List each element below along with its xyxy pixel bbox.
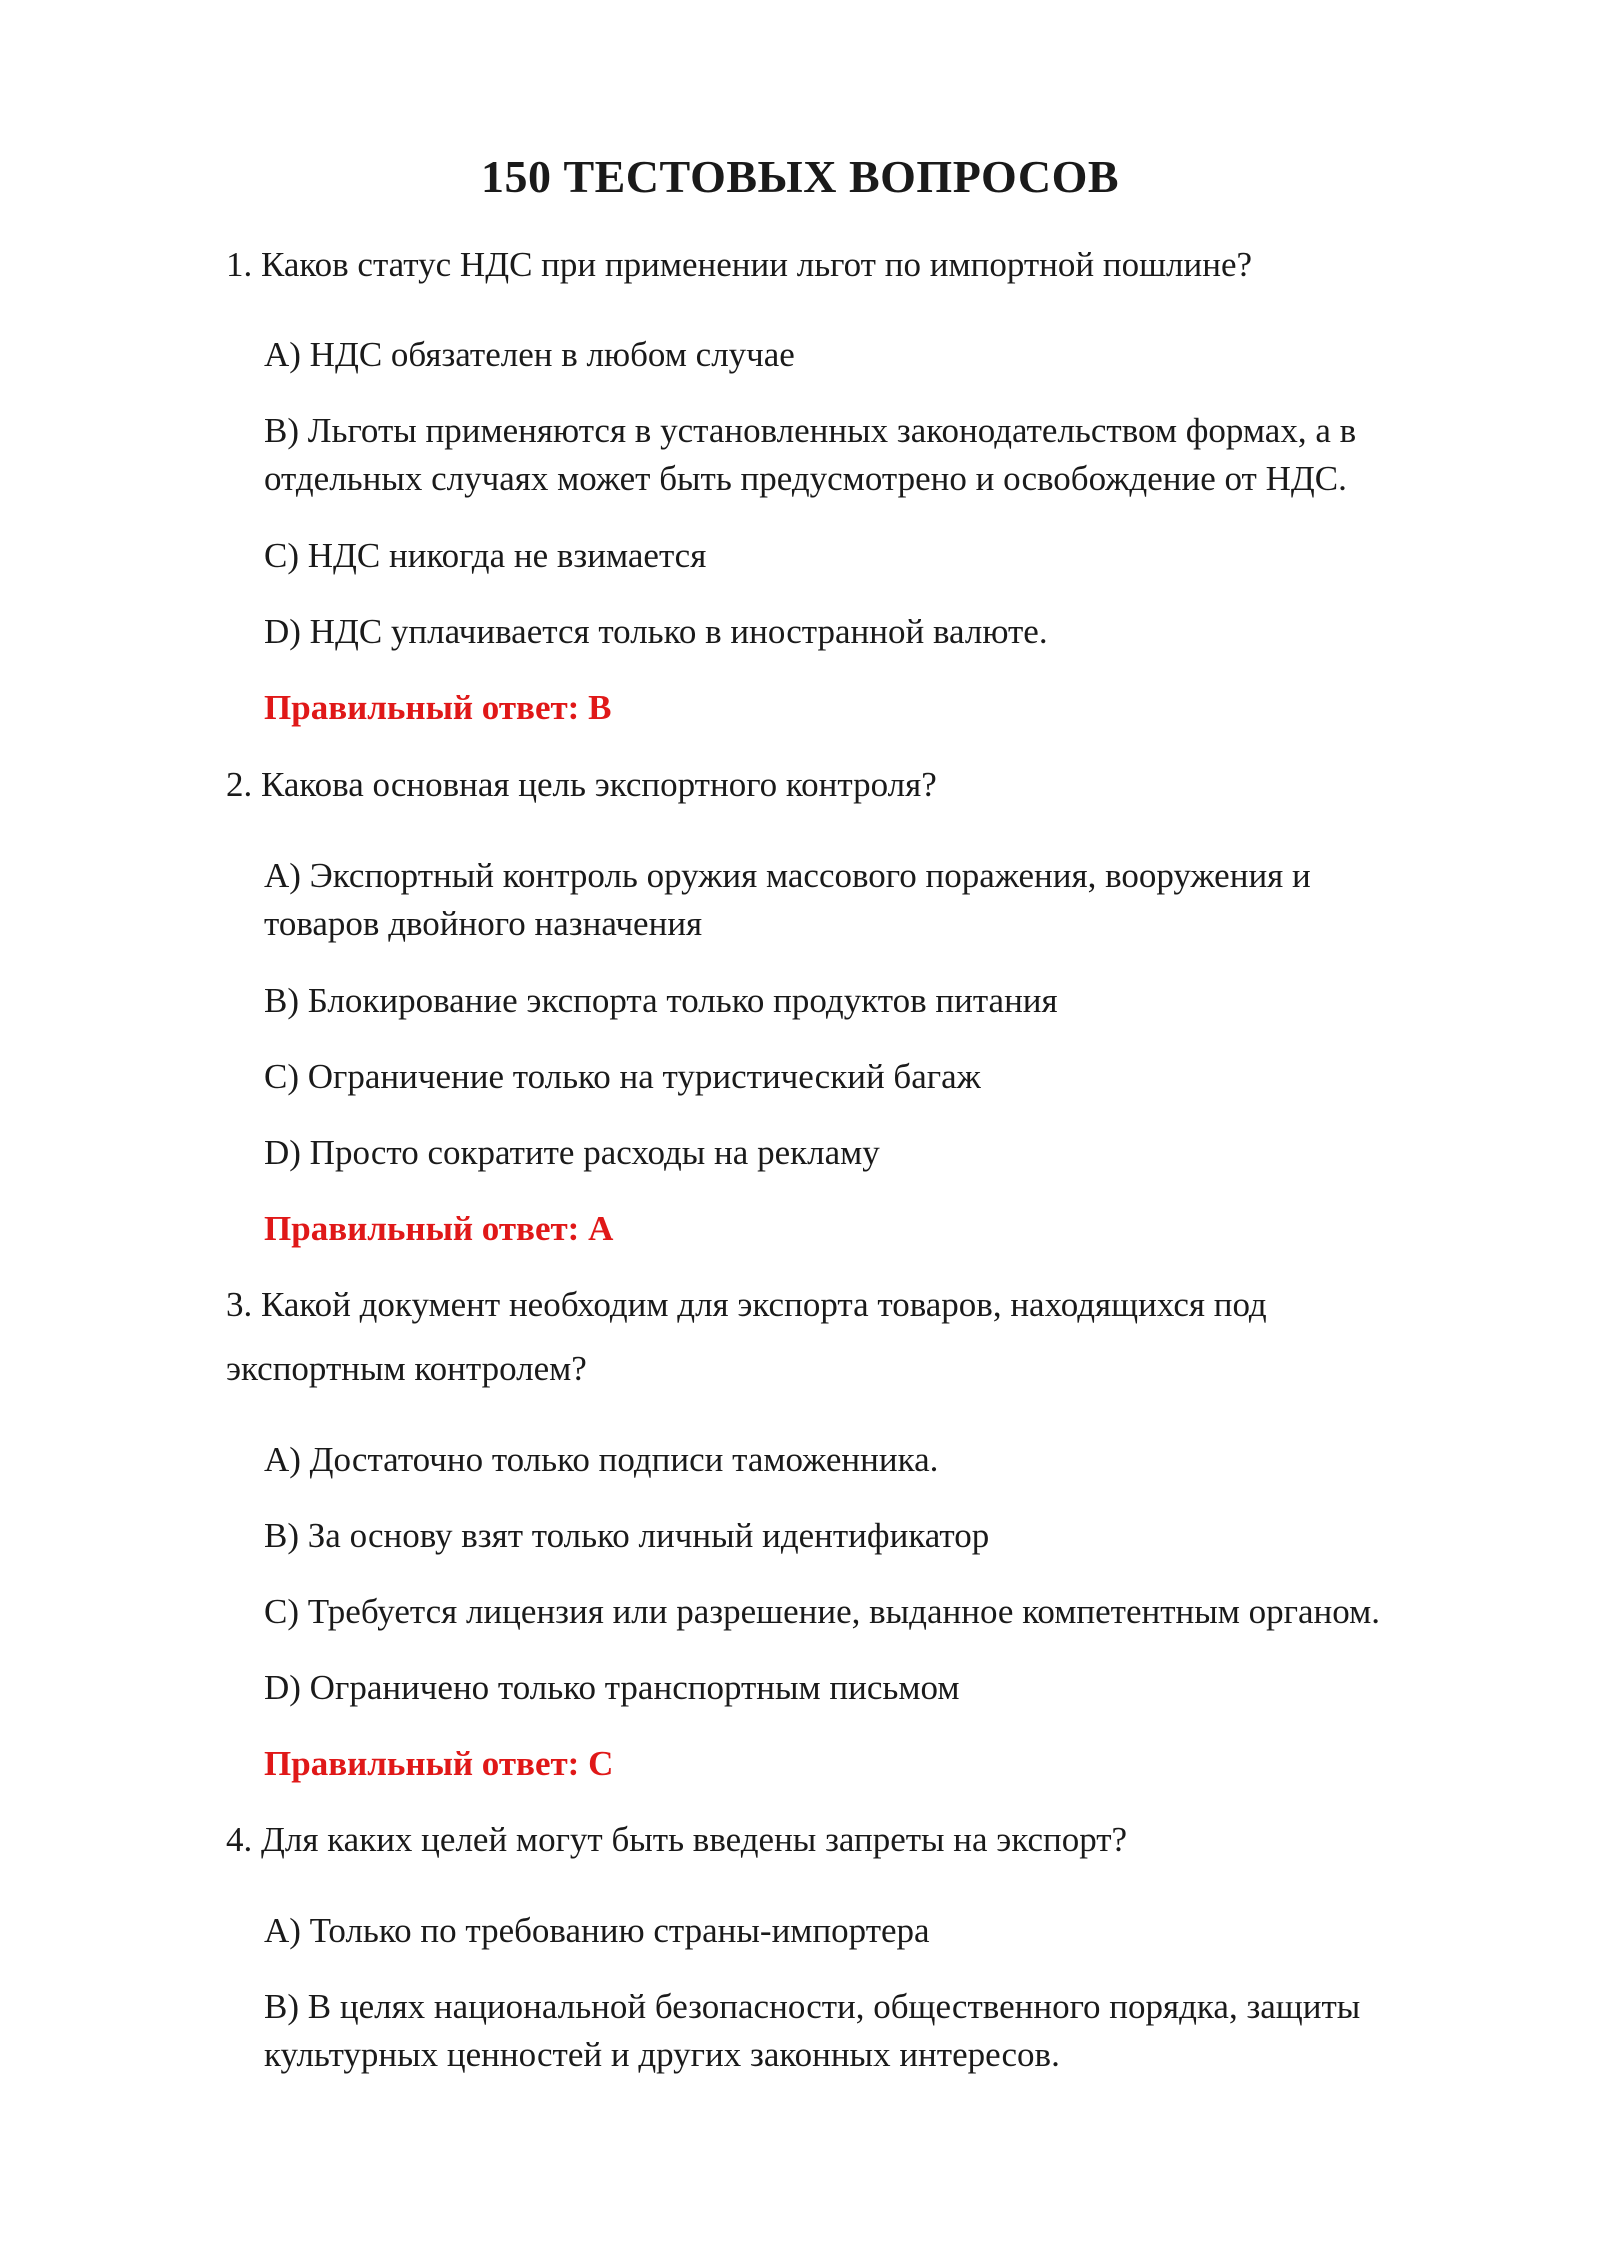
question-2-option-a: A) Экспортный контроль оружия массового поражения, вооружения и — [264, 856, 1311, 895]
question-3-option-c: C) Требуется лицензия или разрешение, выданное компетентным органом. — [264, 1592, 1381, 1631]
question-2-answer: Правильный ответ: A — [264, 1209, 614, 1248]
question-3-option-b: B) За основу взят только личный идентификатор — [264, 1516, 990, 1555]
question-3-text-cont: экспортным контролем? — [226, 1349, 587, 1388]
question-1-option-c: C) НДС никогда не взимается — [264, 536, 707, 575]
question-2-option-b: B) Блокирование экспорта только продуктов питания — [264, 981, 1058, 1020]
question-2-text: 2. Какова основная цель экспортного контроля? — [226, 765, 937, 804]
question-4-option-b: B) В целях национальной безопасности, общественного порядка, защиты — [264, 1987, 1361, 2026]
question-1-option-b-cont: отдельных случаях может быть предусмотрено и освобождение от НДС. — [264, 459, 1347, 498]
question-2-option-a-cont: товаров двойного назначения — [264, 904, 703, 943]
question-4-option-a: A) Только по требованию страны-импортера — [264, 1911, 930, 1950]
question-1-answer: Правильный ответ: B — [264, 688, 612, 727]
question-1-text: 1. Каков статус НДС при применении льгот по импортной пошлине? — [226, 245, 1253, 284]
question-4-option-b-cont: культурных ценностей и других законных интересов. — [264, 2035, 1060, 2074]
question-1-option-d: D) НДС уплачивается только в иностранной валюте. — [264, 612, 1048, 651]
question-3-option-d: D) Ограничено только транспортным письмом — [264, 1668, 960, 1707]
question-4-text: 4. Для каких целей могут быть введены запреты на экспорт? — [226, 1820, 1128, 1859]
page-title: 150 ТЕСТОВЫХ ВОПРОСОВ — [480, 151, 1120, 202]
question-2-option-d: D) Просто сократите расходы на рекламу — [264, 1133, 880, 1172]
question-3-answer: Правильный ответ: C — [264, 1744, 614, 1783]
question-3-text: 3. Какой документ необходим для экспорта товаров, находящихся под — [226, 1285, 1267, 1324]
question-1-option-b: B) Льготы применяются в установленных законодательством формах, а в — [264, 411, 1357, 450]
question-1-option-a: A) НДС обязателен в любом случае — [264, 335, 795, 374]
question-2-option-c: C) Ограничение только на туристический багаж — [264, 1057, 981, 1096]
question-3-option-a: A) Достаточно только подписи таможенника. — [264, 1440, 939, 1479]
